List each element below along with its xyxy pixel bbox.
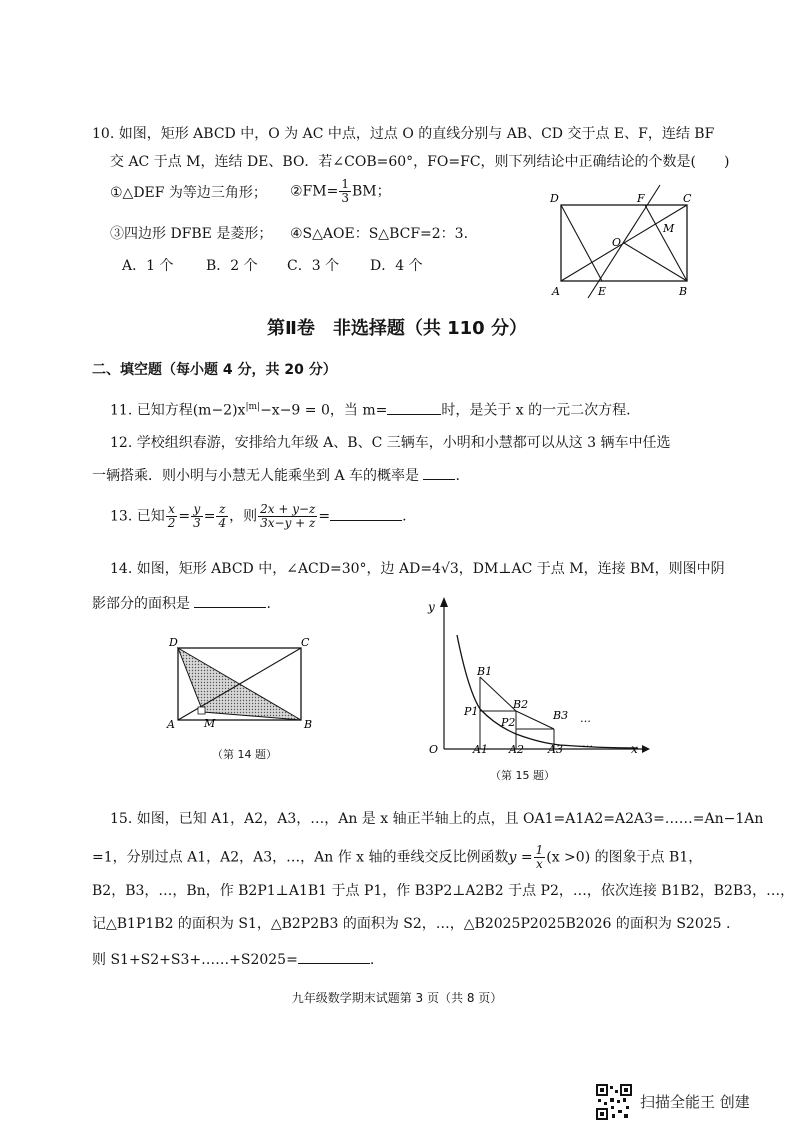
q14-caption: （第 14 题） <box>212 748 277 761</box>
q10-option-c: C．3 个 <box>287 258 340 274</box>
label-y: y <box>428 600 435 614</box>
q10-option-b: B．2 个 <box>206 258 258 274</box>
label-b3: B3 <box>553 709 569 722</box>
label-e: E <box>598 285 607 298</box>
q10-statement-1: ①△DEF 为等边三角形； <box>110 185 267 201</box>
label-o: O <box>429 743 439 756</box>
label-a3: A3 <box>548 743 563 756</box>
label-f: F <box>637 192 645 205</box>
label-a1: A1 <box>473 743 488 756</box>
q13: 13. 已知 $\frac{x}{2}$ = $\frac{y}{3}$ = $\frac{z}{4}$ ，则 $\frac{2x + y-z}{3x-y + z}$ = . <box>110 502 407 530</box>
label-p1: P1 <box>464 705 479 718</box>
label-m: M <box>204 717 216 730</box>
q10-option-d: D．4 个 <box>370 258 423 274</box>
q14-line2: 影部分的面积是 . <box>92 593 271 613</box>
label-a: A <box>552 285 560 298</box>
label-b: B <box>304 718 313 730</box>
label-b: B <box>679 285 688 298</box>
q10-figure <box>548 180 708 300</box>
right-angle-mark <box>198 707 205 714</box>
page-footer: 九年级数学期末试题第 3 页（共 8 页） <box>291 991 503 1005</box>
q14-figure <box>164 630 324 730</box>
q15-line3: B2，B3，…，Bn，作 B2P1⊥A1B1 于点 P1，作 B3P2⊥A2B2 于点 P2，…，依次连接 B1B2，B2B3，…， <box>92 883 794 899</box>
label-p2: P2 <box>501 716 516 729</box>
fraction: $\frac{1}{3}$ <box>341 177 349 205</box>
y-arrow <box>440 597 448 607</box>
label-b1: B1 <box>477 665 493 678</box>
q10-line1: 10. 如图，矩形 ABCD 中，O 为 AC 中点，过点 O 的直线分别与 AB、CD 交于点 E、F，连结 BF <box>92 126 715 142</box>
label-m: M <box>663 222 675 235</box>
x-arrow <box>642 745 650 753</box>
q15-line1: 15. 如图，已知 A1，A2，A3，…，An 是 x 轴正半轴上的点，且 OA1=A1A2=A2A3=……=An−1An <box>110 811 764 827</box>
q12-line1: 12. 学校组织春游，安排给九年级 A、B、C 三辆车，小明和小慧都可以从这 3 辆车中任选 <box>110 435 671 451</box>
label-c: C <box>683 192 692 205</box>
segment-ob <box>624 243 687 281</box>
segment-b2b3 <box>516 711 554 729</box>
q10-statement-3: ③四边形 DFBE 是菱形； <box>110 226 273 242</box>
answer-blank <box>194 593 266 608</box>
label-d: D <box>550 192 559 205</box>
label-c: C <box>301 636 310 649</box>
section-fill-in: 二、填空题（每小题 4 分，共 20 分） <box>92 362 337 378</box>
q15-figure <box>420 595 650 765</box>
segment-fb <box>645 205 687 281</box>
q15-line5: 则 S1+S2+S3+……+S2025= . <box>92 949 374 969</box>
scanner-brand: 扫描全能王 创建 <box>640 1093 750 1111</box>
q10-statement-2: ②FM= $\frac{1}{3}$ BM； <box>290 177 391 205</box>
answer-blank <box>387 400 441 415</box>
part2-title: 第Ⅱ卷 非选择题（共 110 分） <box>267 318 527 339</box>
qr-code-icon <box>596 1084 632 1120</box>
curve <box>457 635 638 748</box>
dots-upper: … <box>580 712 591 725</box>
label-a2: A2 <box>509 743 524 756</box>
q14-line1: 14. 如图，矩形 ABCD 中，∠ACD=30°，边 AD=4√3，DM⊥AC 于点 M，连接 BM，则图中阴 <box>110 561 725 577</box>
q15-caption: （第 15 题） <box>490 769 555 782</box>
label-x: x <box>631 742 638 756</box>
q15-line2: =1，分别过点 A1，A2，A3，…，An 作 x 轴的垂线交反比例函数y = $\frac{1}{x}$ (x >0) 的图象于点 B1， <box>92 843 703 871</box>
segment-de <box>561 205 602 281</box>
answer-blank <box>298 949 370 964</box>
label-d: D <box>169 636 178 649</box>
segment-b1b2 <box>480 677 516 711</box>
label-o: O <box>612 236 622 249</box>
dots-lower: … <box>582 737 593 750</box>
q15-line4: 记△B1P1B2 的面积为 S1，△B2P2B3 的面积为 S2，…，△B2025P2025B2026 的面积为 S2025 . <box>92 916 731 932</box>
label-a: A <box>167 718 175 730</box>
q10-option-a: A．1 个 <box>122 258 174 274</box>
q11: 11. 已知方程$(m-2)x^{|m|}-x-9 = 0$，当 m= 时，是关于 x 的一元二次方程. <box>110 398 631 420</box>
answer-blank <box>330 506 402 521</box>
label-b2: B2 <box>513 698 529 711</box>
q12-line2: 一辆搭乘．则小明与小慧无人能乘坐到 A 车的概率是 . <box>92 465 460 485</box>
q10-statement-4: ④S△AOE：S△BCF=2：3. <box>290 226 469 242</box>
answer-blank <box>423 465 455 480</box>
q10-line2: 交 AC 于点 M，连结 DE、BO．若∠COB=60°，FO=FC，则下列结论中正确结论的个数是( ) <box>110 154 730 170</box>
